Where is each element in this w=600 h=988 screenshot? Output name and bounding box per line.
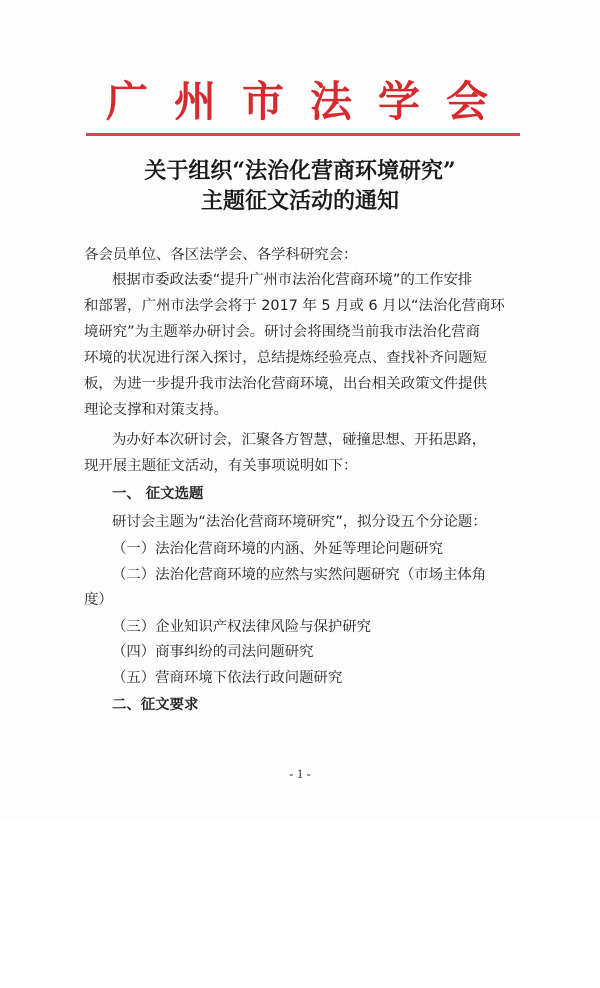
salutation: 各会员单位、各区法学会、各学科研究会： bbox=[84, 247, 358, 263]
blank-margin bbox=[0, 818, 600, 988]
paragraph-1-line-5: 板，为进一步提升我市法治化营商环境，出台相关政策文件提供 bbox=[84, 376, 487, 392]
topic-item-4: （四）商事纠纷的司法问题研究 bbox=[112, 644, 314, 660]
section-2-heading: 二、征文要求 bbox=[112, 697, 199, 713]
topic-item-5: （五）营商环境下依法行政问题研究 bbox=[112, 670, 343, 686]
topic-item-2: （二）法治化营商环境的应然与实然问题研究（市场主体角 bbox=[112, 567, 487, 583]
section-1-intro: 研讨会主题为“法治化营商环境研究”，拟分设五个分论题： bbox=[112, 514, 487, 530]
paragraph-1-line-3: 境研究”为主题举办研讨会。研讨会将围绕当前我市法治化营商 bbox=[84, 324, 481, 340]
topic-item-3: （三）企业知识产权法律风险与保护研究 bbox=[112, 619, 372, 635]
paragraph-1-line-1: 根据市委政法委“提升广州市法治化营商环境”的工作安排 bbox=[112, 272, 473, 288]
paragraph-1-line-4: 环境的状况进行深入探讨，总结提炼经验亮点、查找补齐问题短 bbox=[84, 350, 487, 366]
document-title-line-1: 关于组织“法治化营商环境研究” bbox=[144, 158, 456, 184]
paragraph-1-line-6: 理论支撑和对策支持。 bbox=[84, 402, 228, 418]
topic-item-2-continued: 度） bbox=[84, 592, 113, 608]
paragraph-2-line-1: 为办好本次研讨会，汇聚各方智慧，碰撞思想、开拓思路， bbox=[112, 432, 487, 448]
page-number: - 1 - bbox=[289, 766, 311, 781]
section-1-heading: 一、 征文选题 bbox=[112, 486, 204, 502]
paragraph-1-line-2: 和部署，广州市法学会将于 2017 年 5 月或 6 月以“法治化营商环 bbox=[84, 298, 505, 314]
topic-item-1: （一）法治化营商环境的内涵、外延等理论问题研究 bbox=[112, 541, 443, 557]
letterhead-org-name: 广州市法学会 bbox=[105, 77, 514, 126]
paragraph-2-line-2: 现开展主题征文活动，有关事项说明如下： bbox=[84, 458, 358, 474]
letterhead-red-rule bbox=[86, 133, 520, 136]
document-title-line-2: 主题征文活动的通知 bbox=[200, 188, 399, 214]
